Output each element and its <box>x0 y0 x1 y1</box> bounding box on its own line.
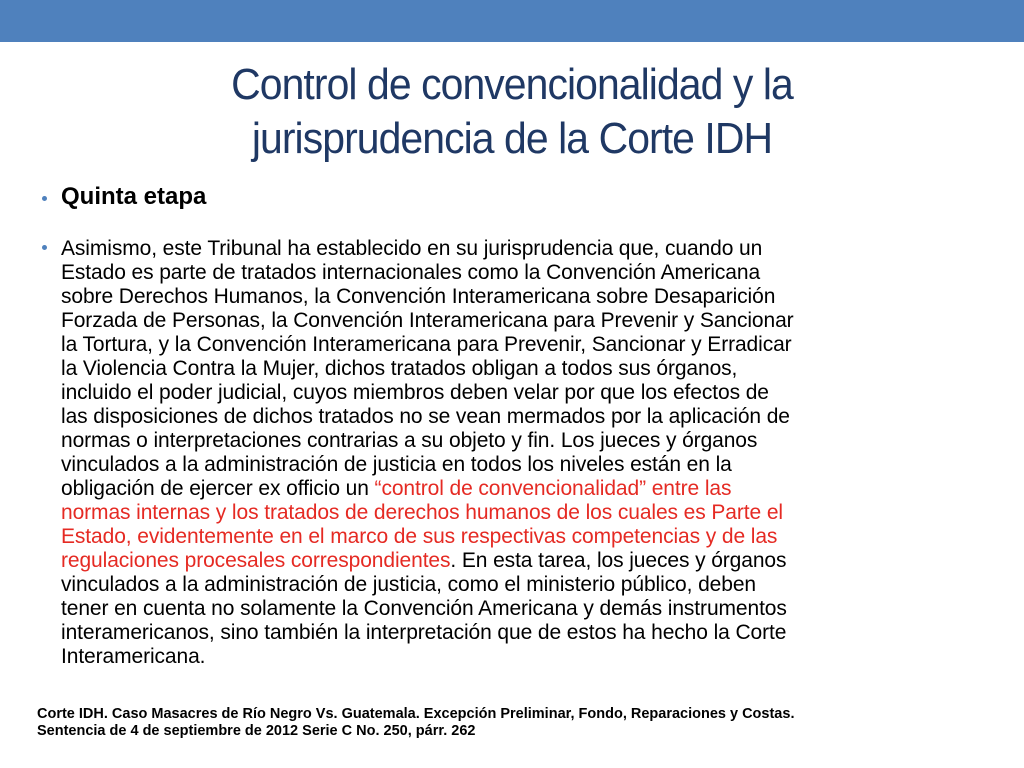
body-line <box>61 621 971 645</box>
body-text: vinculados a la administración de justicia, como el ministerio público, deben <box>61 573 757 596</box>
slide-title-line-2: jurisprudencia de la Corte IDH <box>251 114 773 163</box>
body-line <box>61 525 971 549</box>
body-line <box>61 453 971 477</box>
citation-line-2: Sentencia de 4 de septiembre de 2012 Serie C No. 250, párr. 262 <box>37 723 476 739</box>
body-line <box>61 381 971 405</box>
body-text: la Violencia Contra la Mujer, dichos tratados obligan a todos sus órganos, <box>61 357 738 380</box>
body-text: sobre Derechos Humanos, la Convención Interamericana sobre Desaparición <box>61 285 776 308</box>
body-paragraph <box>61 237 971 669</box>
body-text: tener en cuenta no solamente la Convención Americana y demás instrumentos <box>61 597 787 620</box>
citation-line-1: Corte IDH. Caso Masacres de Río Negro Vs. Guatemala. Excepción Preliminar, Fondo, Reparaciones y Costas. <box>37 706 795 722</box>
body-line <box>61 285 971 309</box>
body-text: Estado es parte de tratados internacionales como la Convención Americana <box>61 261 761 284</box>
body-text: . En esta tarea, los jueces y órganos <box>450 549 787 572</box>
body-line <box>61 261 971 285</box>
body-line <box>61 333 971 357</box>
body-text: vinculados a la administración de justicia en todos los niveles están en la <box>61 453 732 476</box>
body-text: Interamericana. <box>61 645 206 668</box>
body-text: interamericanos, sino también la interpretación que de estos ha hecho la Corte <box>61 621 787 644</box>
highlighted-text: regulaciones procesales correspondientes <box>61 549 451 572</box>
body-line <box>61 357 971 381</box>
body-line <box>61 549 971 573</box>
body-text: Asimismo, este Tribunal ha establecido en su jurisprudencia que, cuando un <box>61 237 763 260</box>
body-text: la Tortura, y la Convención Interamericana para Prevenir, Sancionar y Erradicar <box>61 333 792 356</box>
body-text: Forzada de Personas, la Convención Interamericana para Prevenir y Sancionar <box>61 309 794 332</box>
section-heading: Quinta etapa <box>61 183 207 210</box>
body-text: incluido el poder judicial, cuyos miembros deben velar por que los efectos de <box>61 381 769 404</box>
body-text: las disposiciones de dichos tratados no se vean mermados por la aplicación de <box>61 405 790 428</box>
bullet-icon <box>42 196 47 201</box>
slide-title-line-1: Control de convencionalidad y la <box>231 60 793 109</box>
body-text: obligación de ejercer ex officio un <box>61 477 375 500</box>
highlighted-text: Estado, evidentemente en el marco de sus respectivas competencias y de las <box>61 525 778 548</box>
source-citation <box>37 706 997 740</box>
body-text: normas o interpretaciones contrarias a su objeto y fin. Los jueces y órganos <box>61 429 758 452</box>
body-line <box>61 429 971 453</box>
body-line <box>61 501 971 525</box>
highlighted-text: “control de convencionalidad” entre las <box>374 477 732 500</box>
bullet-icon <box>42 245 47 250</box>
body-line <box>61 477 971 501</box>
body-line <box>61 573 971 597</box>
body-line <box>61 237 971 261</box>
highlighted-text: normas internas y los tratados de derechos humanos de los cuales es Parte el <box>61 501 783 524</box>
body-line <box>61 645 971 669</box>
body-line <box>61 309 971 333</box>
body-line <box>61 405 971 429</box>
body-line <box>61 597 971 621</box>
